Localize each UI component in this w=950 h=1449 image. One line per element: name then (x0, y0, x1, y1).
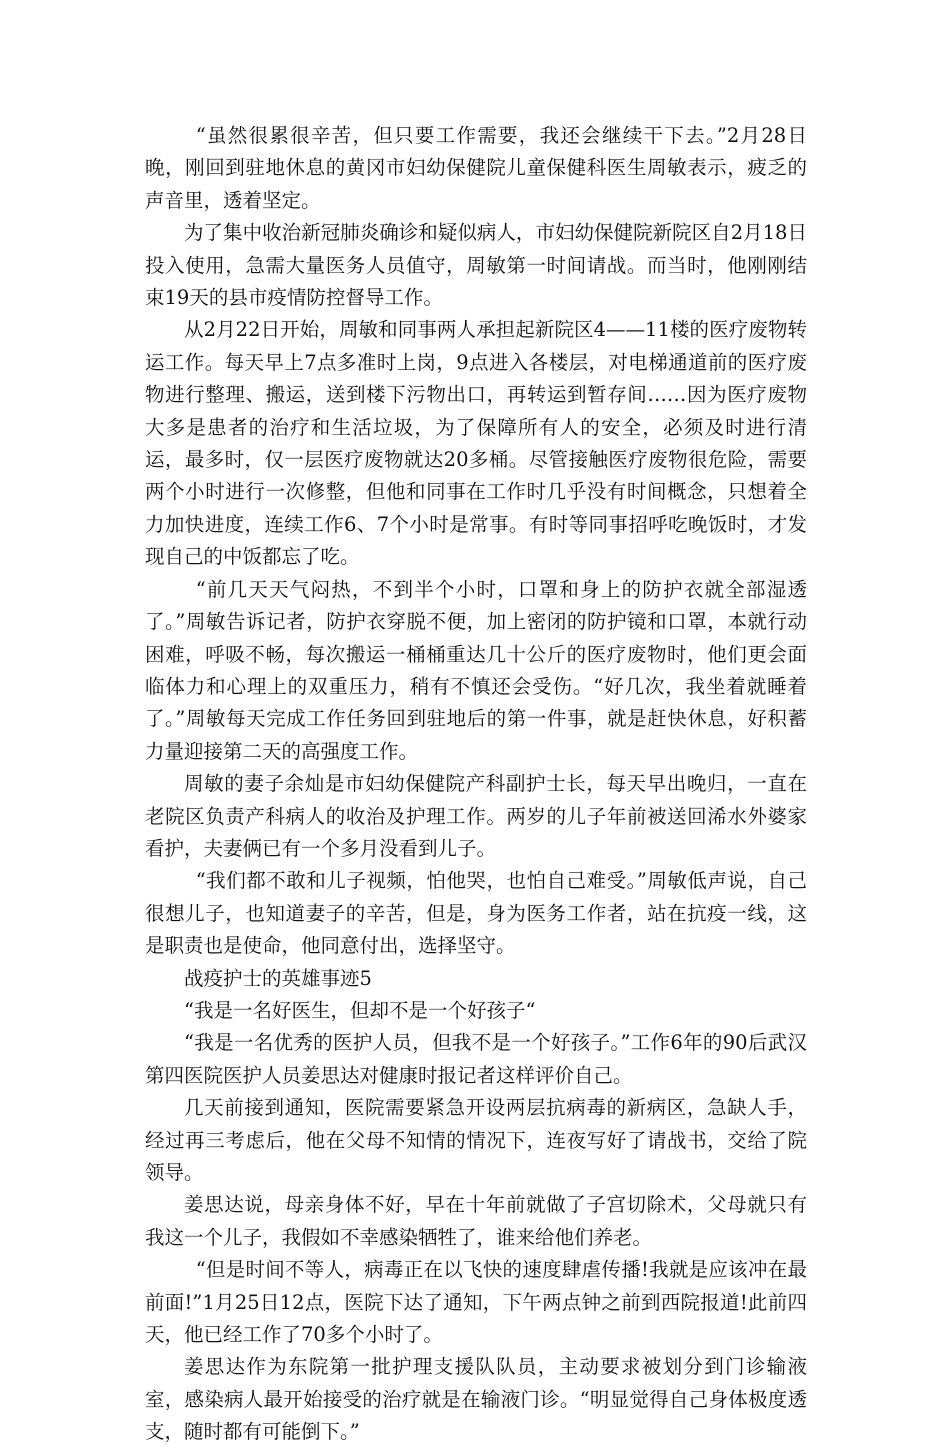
paragraph-request-for-battle: 几天前接到通知，医院需要紧急开设两层抗病毒的新病区，急缺人手，经过再三考虑后，他在父母不知情的情况下，连夜写好了请战书，交给了院领导。 (145, 1096, 807, 1184)
paragraph-hot-weather-protective-gear: “前几天天气闷热，不到半个小时，口罩和身上的防护衣就全部湿透了。”周敏告诉记者，防护衣穿脱不便，加上密闭的防护镜和口罩，本就行动困难，呼吸不畅，每次搬运一桶桶重达几十公斤的医疗废物时，他们更会面临体力和心理上的双重压力，稍有不慎还会受伤。“好几次，我坐着就睡着了。”周敏每天完成工作任务回到驻地后的第一件事，就是赶快休息，好积蓄力量迎接第二天的高强度工作。 (145, 577, 807, 763)
paragraph-time-waits-for-no-one: “但是时间不等人，病毒正在以飞快的速度肆虐传播!我就是应该冲在最前面!”1月25日12点，医院下达了通知，下午两点钟之前到西院报道!此前四天，他已经工作了70多个小时了。 (145, 1258, 807, 1347)
paragraph-mother-health: 姜思达说，母亲身体不好，早在十年前就做了子宫切除术，父母就只有我这一个儿子，我假如不幸感染牺牲了，谁来给他们养老。 (145, 1193, 807, 1249)
paragraph-wife-yu-can: 周敏的妻子余灿是市妇幼保健院产科副护士长，每天早出晚归，一直在老院区负责产科病人的收治及护理工作。两岁的儿子年前被送回浠水外婆家看护，夫妻俩已有一个多月没看到儿子。 (145, 772, 807, 860)
paragraph-infusion-room: 姜思达作为东院第一批护理支援队队员，主动要求被划分到门诊输液室，感染病人最开始接受的治疗就是在输液门诊。“明显觉得自己身体极度透支，随时都有可能倒下。” (145, 1355, 807, 1444)
paragraph-quote-continue-work: “虽然很累很辛苦，但只要工作需要，我还会继续干下去。”2月28日晚，刚回到驻地休息的黄冈市妇幼保健院儿童保健科医生周敏表示，疲乏的声音里，透着坚定。 (145, 124, 807, 212)
document-body (145, 120, 807, 1449)
section-heading-heroic-deeds-5: 战疫护士的英雄事迹5 (184, 966, 372, 990)
paragraph-new-campus-volunteer: 为了集中收治新冠肺炎确诊和疑似病人，市妇幼保健院新院区自2月18日投入使用，急需大量医务人员值守，周敏第一时间请战。而当时，他刚刚结束19天的县市疫情防控督导工作。 (145, 221, 807, 310)
paragraph-dare-not-video-son: “我们都不敢和儿子视频，怕他哭，也怕自己难受。”周敏低声说，自己很想儿子，也知道妻子的辛苦，但是，身为医务工作者，站在抗疫一线，这是职责也是使命，他同意付出，选择坚守。 (145, 869, 807, 958)
paragraph-medical-waste-transport: 从2月22日开始，周敏和同事两人承担起新院区4——11楼的医疗废物转运工作。每天早上7点多准时上岗，9点进入各楼层，对电梯通道前的医疗废物进行整理、搬运，送到楼下污物出口，再转运到暂存间……因为医疗废物大多是患者的治疗和生活垃圾，为了保障所有人的安全，必须及时进行清运，最多时，仅一层医疗废物就达20多桶。尽管接触医疗废物很危险，需要两个小时进行一次修整，但他和同事在工作时几乎没有时间概念，只想着全力加快进度，连续工作6、7个小时是常事。有时等同事招呼吃晚饭时，才发现自己的中饭都忘了吃。 (145, 318, 807, 569)
paragraph-jiang-sida-self-evaluation: “我是一名优秀的医护人员，但我不是一个好孩子。”工作6年的90后武汉第四医院医护人员姜思达对健康时报记者这样评价自己。 (145, 1031, 807, 1087)
section-subheading-good-doctor: “我是一名好医生，但却不是一个好孩子“ (184, 998, 536, 1022)
